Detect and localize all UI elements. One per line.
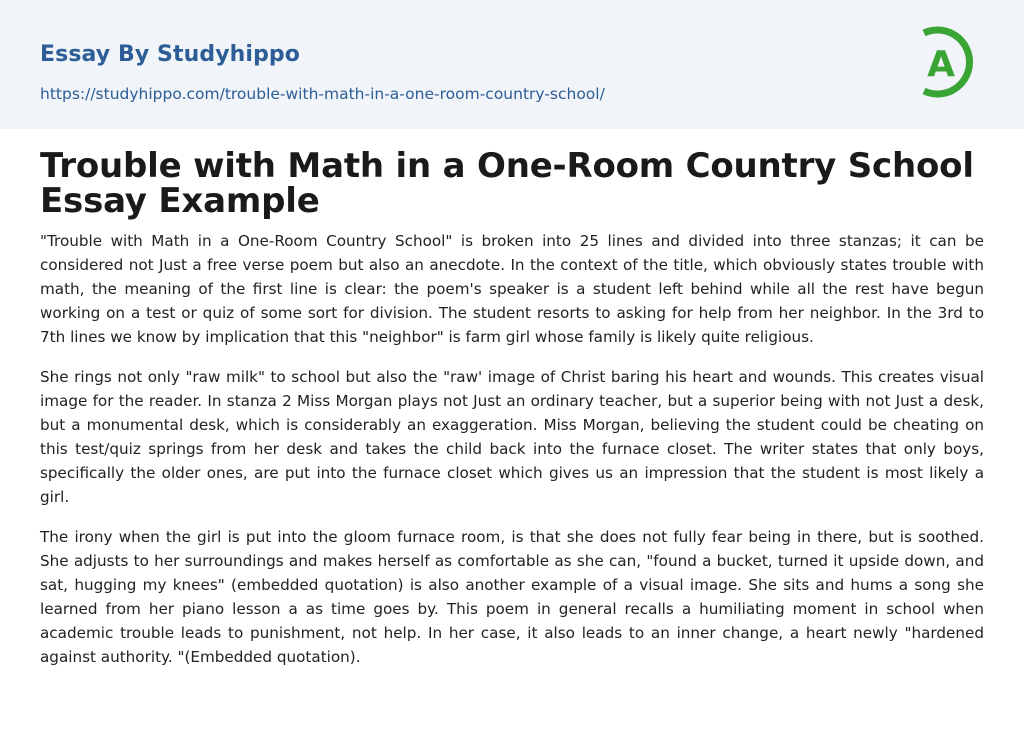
essay-title: Trouble with Math in a One-Room Country School Essay Example — [40, 146, 974, 221]
essay-paragraph-1: "Trouble with Math in a One-Room Country School" is broken into 25 lines and divided into three stanzas; it can be considered not Just a free verse poem but also an anecdote. In the context of the title, which obviously states trouble with math, the meaning of the first line is clear: the poem's speaker is a student left behind while all the rest have begun working on a test or quiz of some sort for division. The student resorts to asking for help from her neighbor. In the 3rd to 7th lines we know by implication that this "neighbor" is farm girl whose family is likely quite religious. — [40, 232, 984, 346]
site-brand-title[interactable]: Essay By Studyhippo — [40, 42, 300, 67]
studyhippo-logo-icon[interactable] — [912, 19, 986, 105]
logo-letter: A — [927, 44, 955, 85]
essay-paragraph-2: She rings not only "raw milk" to school but also the "raw' image of Christ baring his heart and wounds. This creates visual image for the reader. In stanza 2 Miss Morgan plays not Just an ordinary teacher, but a superior being with not Just a desk, but a monumental desk, which is considerably an exaggeration. Miss Morgan, believing the student could be cheating on this test/quiz springs from her desk and takes the child back into the furnace closet. The writer states that only boys, specifically the older ones, are put into the furnace closet which gives us an impression that the student is most likely a girl. — [40, 368, 984, 506]
essay-body — [40, 229, 984, 685]
site-header — [0, 0, 1024, 129]
page-url-link[interactable]: https://studyhippo.com/trouble-with-math-in-a-one-room-country-school/ — [40, 85, 605, 103]
essay-paragraph-3: The irony when the girl is put into the gloom furnace room, is that she does not fully fear being in there, but is soothed. She adjusts to her surroundings and makes herself as comfortable as she can, "found a bucket, turned it upside down, and sat, hugging my knees" (embedded quotation) is also another example of a visual image. She sits and hums a song she learned from her piano lesson a as time goes by. This poem in general recalls a humiliating moment in school when academic trouble leads to punishment, not help. In her case, it also leads to an inner change, a heart newly "hardened against authority. "(Embedded quotation). — [40, 528, 984, 666]
